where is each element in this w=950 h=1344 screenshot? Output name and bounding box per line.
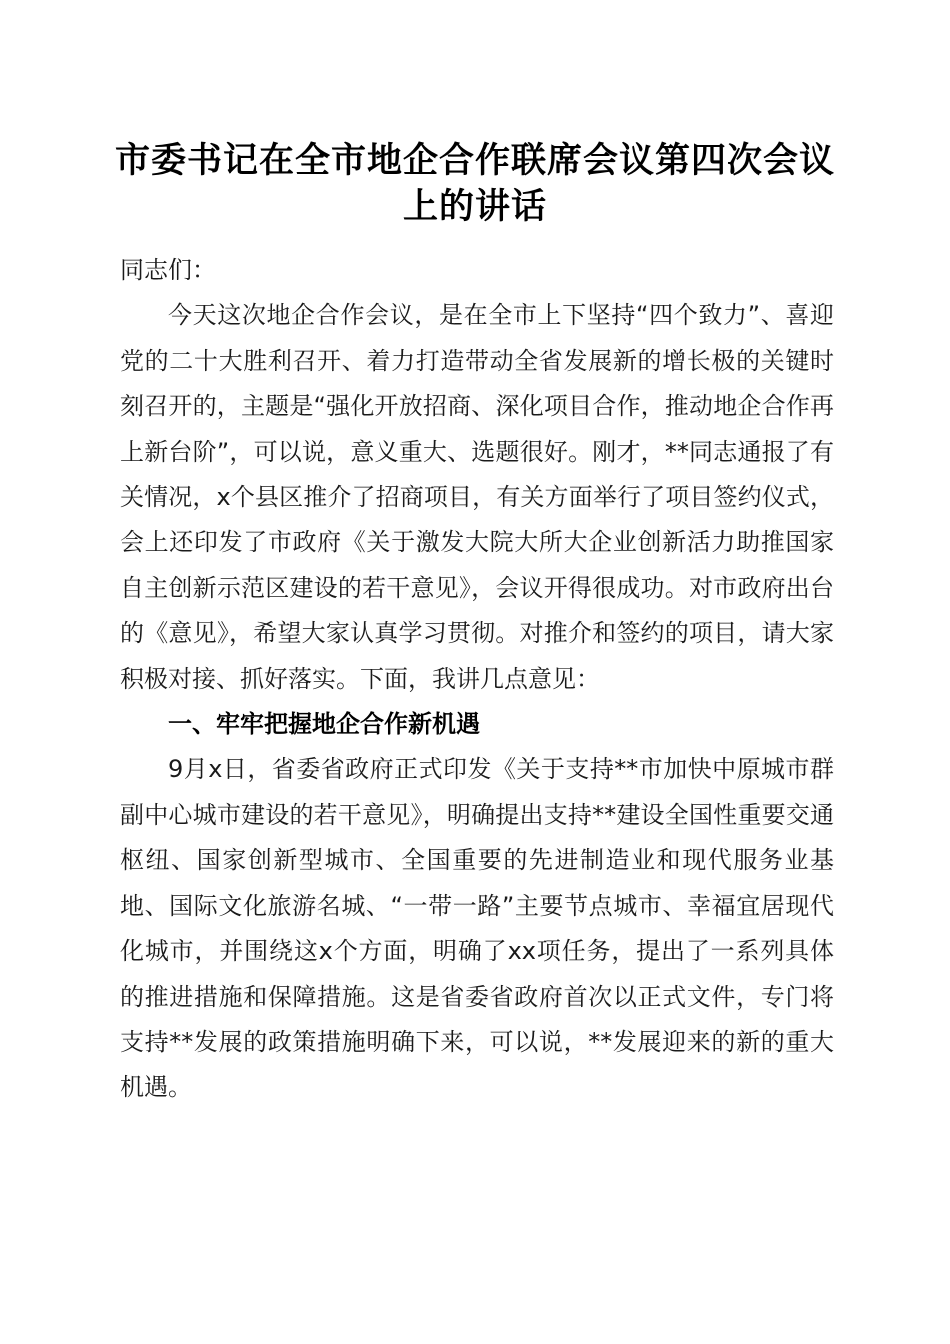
section-heading-1: 一、牢牢把握地企合作新机遇 <box>168 710 480 739</box>
title-line-1: 市委书记在全市地企合作联席会议第四次会议 <box>114 140 835 181</box>
salutation: 同志们： <box>120 256 216 284</box>
paragraph-section-1: 9月x日，省委省政府正式印发《关于支持**市加快中原城市群副中心城市建设的若干意见》，明确提出支持**建设全国性重要交通枢纽、国家创新型城市、全国重要的先进制造业和现代服务业基地、国际文化旅游名城、“一带一路”主要节点城市、幸福宜居现代化城市，并围绕这x个方面，明确了xx项任务，提出了一系列具体的推进措施和保障措施。这是省委省政府首次以正式文件，专门将支持**发展的政策措施明确下来，可以说，**发展迎来的新的重大机遇。 <box>120 755 834 1102</box>
paragraph-intro: 今天这次地企合作会议，是在全市上下坚持“四个致力”、喜迎党的二十大胜利召开、着力打造带动全省发展新的增长极的关键时刻召开的，主题是“强化开放招商、深化项目合作，推动地企合作再上新台阶”，可以说，意义重大、选题很好。刚才，**同志通报了有关情况，x个县区推介了招商项目，有关方面举行了项目签约仪式，会上还印发了市政府《关于激发大院大所大企业创新活力助推国家自主创新示范区建设的若干意见》，会议开得很成功。对市政府出台的《意见》，希望大家认真学习贯彻。对推介和签约的项目，请大家积极对接、抓好落实。下面，我讲几点意见： <box>120 301 834 693</box>
document-body <box>120 248 834 1111</box>
document-title <box>100 138 850 230</box>
title-line-2: 上的讲话 <box>402 186 547 227</box>
